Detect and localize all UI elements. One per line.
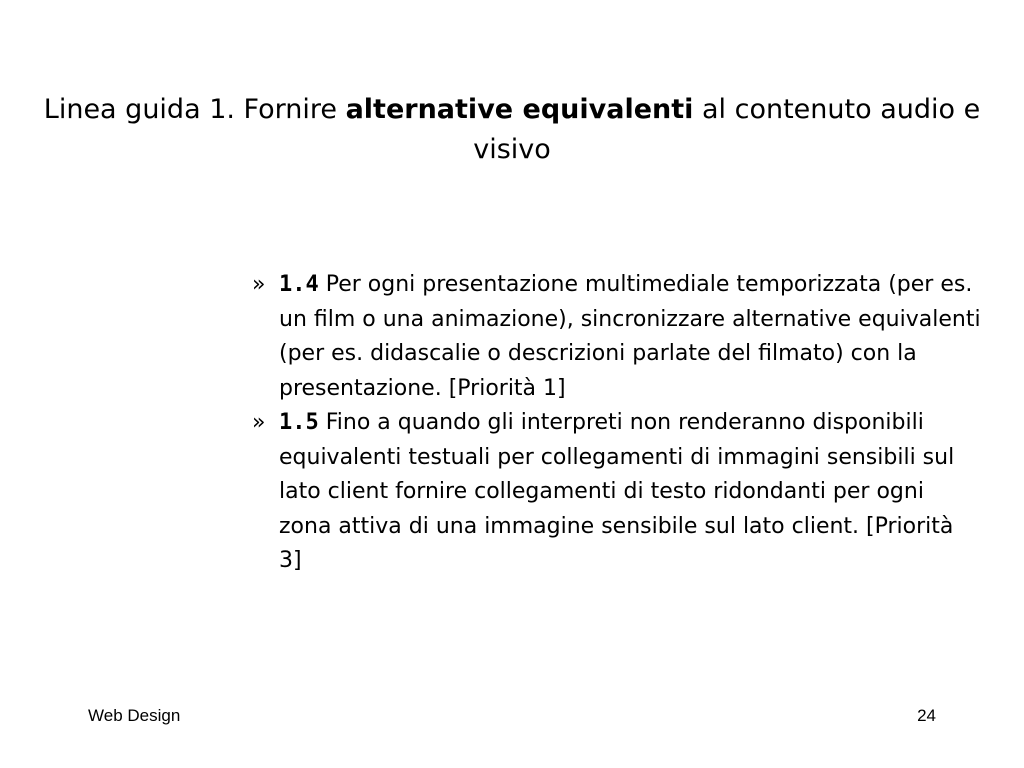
- list-item: [252, 406, 982, 579]
- bullet-icon: »: [252, 410, 266, 435]
- list-item: [252, 268, 982, 406]
- checkpoint-number: 1.4: [279, 272, 319, 297]
- title-prefix: Linea guida 1. Fornire: [43, 94, 346, 125]
- guideline-list: [252, 268, 982, 579]
- footer-label: Web Design: [88, 706, 181, 725]
- title-suffix: al contenuto audio e visivo: [473, 94, 981, 165]
- slide-title: [40, 90, 984, 170]
- checkpoint-text: Per ogni presentazione multimediale temporizzata (per es. un film o una animazione), sincronizzare alternative equivalenti (per es. didascalie o descrizioni parlate del filmato) con la presentazione. [Priorità 1]: [279, 272, 981, 401]
- bullet-icon: »: [252, 272, 266, 297]
- page-number: 24: [917, 706, 936, 725]
- title-emphasis: alternative equivalenti: [345, 94, 694, 125]
- checkpoint-number: 1.5: [279, 410, 319, 435]
- checkpoint-text: Fino a quando gli interpreti non renderanno disponibili equivalenti testuali per collegamenti di immagini sensibili sul lato client fornire collegamenti di testo ridondanti per ogni zona attiva di una immagine sensibile sul lato client. [Priorità 3]: [279, 410, 955, 573]
